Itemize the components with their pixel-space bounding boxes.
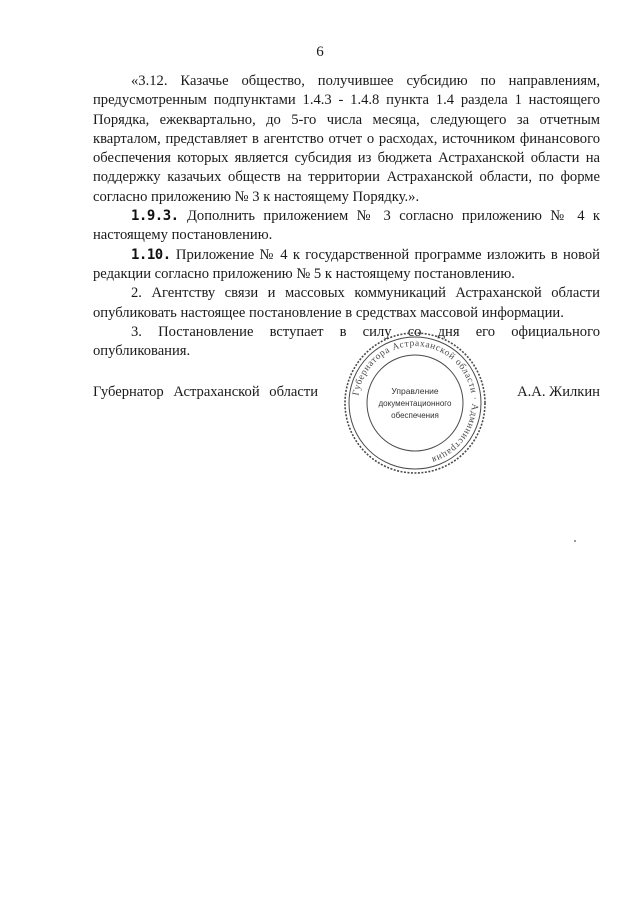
paragraph-text: «3.12. Казачье общество, получившее субсидию по направлениям, предусмотренным подпунктами 1.4.3 - 1.4.8 пункта 1.4 раздела 1 настоящего Порядка, ежеквартально, до 5-го числа месяца, следующего за отчетным кварталом, представляет в агентство отчет о расходах, источником финансового обеспечения которых является субсидия из бюджета Астраханской области на поддержку казачьих обществ на территории Астраханской области, по форме согласно приложению № 3 к настоящему Порядку.». <box>93 73 600 205</box>
paragraph-2 <box>93 284 600 323</box>
document-body <box>93 72 600 361</box>
stamp-seal-icon <box>340 328 490 478</box>
paragraph-3-12 <box>93 72 600 207</box>
paragraph-text: 2. Агентству связи и массовых коммуникаций Астраханской области опубликовать настоящее постановление в средствах массовой информации. <box>93 285 600 321</box>
signatory-name: А.А. Жилкин <box>517 384 600 400</box>
signatory-position: Губернатор Астраханской области <box>93 384 319 400</box>
paragraph-text: Дополнить приложением № 3 согласно приложению № 4 к настоящему постановлению. <box>93 208 600 244</box>
paragraph-1-9-3 <box>93 207 600 246</box>
stamp-outer-text: Губернатора Астраханской области · Администрация <box>351 338 480 465</box>
page-number: 6 <box>316 44 324 60</box>
handwritten-item-number: 1.10. <box>131 246 171 263</box>
scan-speck <box>574 540 576 542</box>
official-stamp <box>340 328 490 478</box>
stamp-inner-line-2: документационного <box>378 399 452 408</box>
paragraph-text: 3. Постановление вступает в силу со дня его официального опубликования. <box>93 323 600 360</box>
stamp-inner-line-3: обеспечения <box>391 411 439 420</box>
paragraph-1-10 <box>93 246 600 285</box>
stamp-inner-line-1: Управление <box>391 386 439 396</box>
handwritten-item-number: 1.9.3. <box>131 208 179 225</box>
paragraph-text: Приложение № 4 к государственной программе изложить в новой редакции согласно приложению № 5 к настоящему постановлению. <box>93 246 600 282</box>
